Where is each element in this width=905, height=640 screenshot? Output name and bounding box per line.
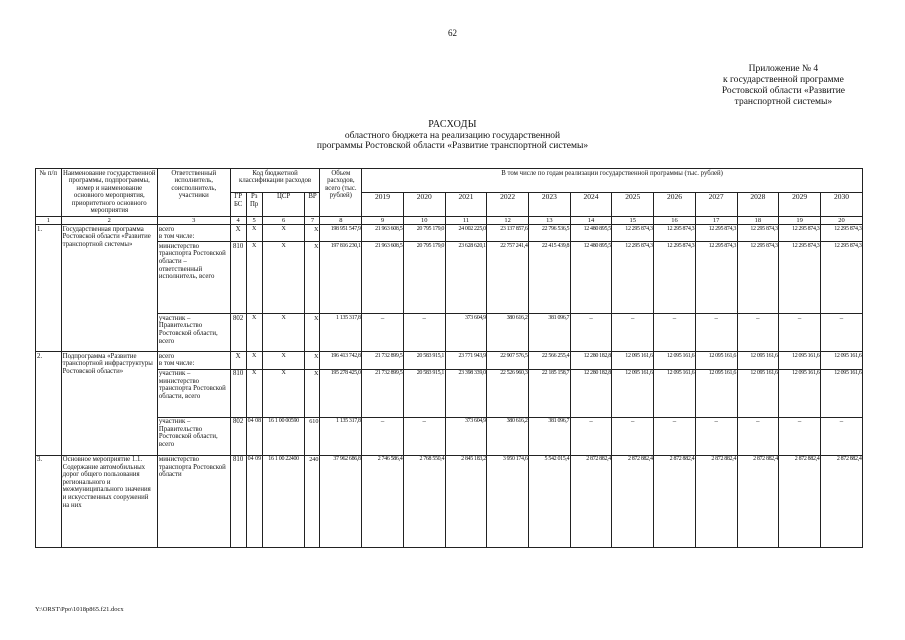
row-csr: X (262, 314, 305, 352)
column-index: 5 (246, 216, 262, 225)
row-grbs: 810 (230, 455, 246, 547)
page-number: 62 (448, 28, 457, 38)
row-responsible: участник – Правительство Ростовской области, всего (157, 314, 230, 352)
row-year-value: 12 295 874,3 (820, 242, 862, 314)
row-total: 1 135 317,8 (320, 417, 362, 455)
row-year-value: 12 295 874,3 (779, 242, 821, 314)
row-year-value: 12 095 161,6 (695, 369, 737, 417)
header-year: 2021 (445, 192, 487, 216)
row-year-value: 12 295 874,3 (695, 225, 737, 242)
row-csr: X (262, 369, 305, 417)
table-row (36, 352, 863, 369)
header-year: 2027 (695, 192, 737, 216)
column-index: 6 (262, 216, 305, 225)
row-csr: 16 1 00 00590 (262, 417, 305, 455)
row-year-value: 22 185 158,7 (529, 369, 571, 417)
row-rzpr: X (246, 242, 262, 314)
row-vr: X (305, 225, 320, 242)
row-year-value: 22 526 960,3 (487, 369, 529, 417)
header-name: Наименование государственной программы, подпрограммы, номер и наименование основного мероприятия, приоритетного основного мероприятия (63, 169, 156, 215)
row-year-value: – (570, 314, 612, 352)
row-year-value: 2 872 882,4 (570, 455, 612, 547)
row-grbs: 802 (230, 314, 246, 352)
column-index: 17 (695, 216, 737, 225)
row-year-value: 21 963 608,5 (362, 225, 404, 242)
row-year-value: 2 872 882,4 (654, 455, 696, 547)
row-year-value: 12 480 895,5 (570, 225, 612, 242)
column-index: 15 (612, 216, 654, 225)
row-year-value: 22 757 241,4 (487, 242, 529, 314)
row-year-value: 2 746 586,4 (362, 455, 404, 547)
row-year-value: 12 095 161,6 (779, 369, 821, 417)
header-year: 2019 (362, 192, 404, 216)
row-total: 37 962 686,8 (320, 455, 362, 547)
row-year-value: 22 566 255,4 (529, 352, 571, 369)
header-year: 2029 (779, 192, 821, 216)
row-csr: X (262, 242, 305, 314)
row-rzpr: 04 09 (246, 455, 262, 547)
row-year-value: – (362, 314, 404, 352)
row-year-value: – (820, 314, 862, 352)
header-vr: ВР (305, 192, 320, 216)
table-row (36, 455, 863, 547)
row-year-value: 23 137 857,6 (487, 225, 529, 242)
appendix-line: Приложение № 4 (748, 64, 819, 74)
row-year-value: 2 768 550,4 (403, 455, 445, 547)
table-row (36, 369, 863, 417)
row-rzpr: X (246, 352, 262, 369)
row-num: 3. (36, 455, 62, 547)
appendix-note (722, 64, 845, 108)
header-year: 2025 (612, 192, 654, 216)
row-year-value: 23 771 943,9 (445, 352, 487, 369)
row-total: 1 135 317,8 (320, 314, 362, 352)
header-volume: Объем расходов, всего (тыс. рублей) (320, 169, 362, 217)
row-year-value: 21 732 899,5 (362, 369, 404, 417)
column-index: 4 (230, 216, 246, 225)
appendix-line: к государственной программе (723, 75, 844, 85)
row-grbs: 810 (230, 242, 246, 314)
row-name: Государственная программа Ростовской области «Развитие транспортной системы» (61, 225, 157, 352)
row-year-value: – (779, 314, 821, 352)
row-year-value: – (612, 314, 654, 352)
row-year-value: 12 095 161,6 (820, 369, 862, 417)
row-year-value: 20 583 915,1 (403, 352, 445, 369)
row-year-value: – (403, 314, 445, 352)
row-year-value: – (779, 417, 821, 455)
row-year-value: – (737, 314, 779, 352)
row-year-value: 2 872 882,4 (820, 455, 862, 547)
column-index: 3 (157, 216, 230, 225)
document-title (0, 120, 905, 152)
row-responsible: всего в том числе: (157, 352, 230, 369)
row-year-value: 12 295 874,3 (612, 242, 654, 314)
column-index: 16 (654, 216, 696, 225)
row-vr: X (305, 242, 320, 314)
row-csr: X (262, 352, 305, 369)
row-responsible: министерство транспорта Ростовской области (157, 455, 230, 547)
row-grbs: 810 (230, 369, 246, 417)
title-main: РАСХОДЫ (428, 119, 477, 130)
row-responsible: министерство транспорта Ростовской области – ответственный исполнитель, всего (157, 242, 230, 314)
row-year-value: 21 963 608,5 (362, 242, 404, 314)
row-year-value: 12 095 161,6 (695, 352, 737, 369)
table-row (36, 314, 863, 352)
header-year: 2020 (403, 192, 445, 216)
column-index: 10 (403, 216, 445, 225)
file-path-footer: Y:\ORST\Ppo\1018p865.f21.docx (35, 606, 124, 613)
row-vr: 610 (305, 417, 320, 455)
column-index: 1 (36, 216, 62, 225)
row-year-value: – (570, 417, 612, 455)
row-year-value: 12 295 874,3 (820, 225, 862, 242)
header-by-years: В том числе по годам реализации государственной программы (тыс. рублей) (362, 169, 863, 193)
row-year-value: 2 872 882,4 (779, 455, 821, 547)
row-year-value: 2 845 183,2 (445, 455, 487, 547)
row-total: 196 413 742,8 (320, 352, 362, 369)
table-row (36, 225, 863, 242)
row-year-value: – (654, 314, 696, 352)
row-responsible: участник – министерство транспорта Ростовской области, всего (157, 369, 230, 417)
header-year: 2026 (654, 192, 696, 216)
row-vr: X (305, 369, 320, 417)
row-year-value: 2 872 882,4 (737, 455, 779, 547)
row-year-value: – (695, 314, 737, 352)
row-num: 1. (36, 225, 62, 352)
header-num: № п/п (36, 169, 62, 217)
row-year-value: – (737, 417, 779, 455)
row-year-value: – (362, 417, 404, 455)
row-year-value: – (403, 417, 445, 455)
row-year-value: 20 795 179,0 (403, 225, 445, 242)
column-index: 20 (820, 216, 862, 225)
row-year-value: 373 604,9 (445, 314, 487, 352)
column-index: 2 (61, 216, 157, 225)
row-vr: X (305, 352, 320, 369)
row-vr: X (305, 314, 320, 352)
row-total: 195 278 425,0 (320, 369, 362, 417)
header-responsible: Ответственный исполнитель, соисполнитель, участники (157, 169, 230, 217)
row-rzpr: X (246, 369, 262, 417)
row-total: 197 816 230,1 (320, 242, 362, 314)
header-year: 2024 (570, 192, 612, 216)
row-year-value: 381 096,7 (529, 314, 571, 352)
row-year-value: 12 095 161,6 (654, 369, 696, 417)
row-csr: X (262, 225, 305, 242)
row-year-value: 380 616,2 (487, 314, 529, 352)
row-year-value: – (820, 417, 862, 455)
row-year-value: 12 095 161,6 (737, 369, 779, 417)
appendix-line: Ростовской области «Развитие (721, 86, 845, 96)
row-year-value: 2 872 882,4 (695, 455, 737, 547)
table-row (36, 417, 863, 455)
expenses-table (35, 168, 863, 548)
row-name: Подпрограмма «Развитие транспортной инфраструктуры Ростовской области» (61, 352, 157, 455)
header-year: 2028 (737, 192, 779, 216)
row-responsible: участник – Правительство Ростовской области, всего (157, 417, 230, 455)
row-name: Основное мероприятие 1.1. Содержание автомобильных дорог общего пользования регионального и межмуниципального значения и искусственных сооружений на них (61, 455, 157, 547)
row-rzpr: 04 08 (246, 417, 262, 455)
row-year-value: 23 398 339,0 (445, 369, 487, 417)
row-year-value: – (612, 417, 654, 455)
row-year-value: 12 095 161,6 (612, 369, 654, 417)
row-year-value: 12 480 895,5 (570, 242, 612, 314)
row-year-value: 23 628 620,1 (445, 242, 487, 314)
title-sub2: программы Ростовской области «Развитие транспортной системы» (316, 141, 589, 151)
row-year-value: 12 295 874,3 (779, 225, 821, 242)
row-year-value: 20 795 179,0 (403, 242, 445, 314)
row-year-value: 22 907 576,5 (487, 352, 529, 369)
column-index: 13 (529, 216, 571, 225)
row-year-value: 12 295 874,3 (737, 242, 779, 314)
row-year-value: 22 415 439,8 (529, 242, 571, 314)
row-year-value: 12 295 874,3 (695, 242, 737, 314)
row-year-value: 12 095 161,6 (654, 352, 696, 369)
row-year-value: 22 796 536,5 (529, 225, 571, 242)
header-budget-code: Код бюджетной классификации расходов (230, 169, 320, 193)
row-year-value: 24 002 225,0 (445, 225, 487, 242)
row-responsible: всего в том числе: (157, 225, 230, 242)
table-row (36, 242, 863, 314)
header-rzpr: Рз Пр (246, 192, 262, 216)
row-year-value: 373 604,9 (445, 417, 487, 455)
row-year-value: – (654, 417, 696, 455)
row-year-value: 12 095 161,6 (779, 352, 821, 369)
row-rzpr: X (246, 225, 262, 242)
row-year-value: 12 295 874,3 (654, 225, 696, 242)
column-index: 8 (320, 216, 362, 225)
appendix-line: транспортной системы» (734, 97, 833, 107)
row-year-value: 12 095 161,6 (612, 352, 654, 369)
row-total: 198 951 547,9 (320, 225, 362, 242)
row-year-value: 12 295 874,3 (654, 242, 696, 314)
column-index: 19 (779, 216, 821, 225)
row-year-value: – (695, 417, 737, 455)
row-year-value: 12 295 874,3 (737, 225, 779, 242)
row-rzpr: X (246, 314, 262, 352)
row-year-value: 12 095 161,6 (737, 352, 779, 369)
title-sub1: областного бюджета на реализацию государственной (344, 130, 561, 141)
header-csr: ЦСР (262, 192, 305, 216)
row-num: 2. (36, 352, 62, 455)
row-year-value: 12 280 182,8 (570, 369, 612, 417)
header-grbs: ГР БС (230, 192, 246, 216)
header-year: 2030 (820, 192, 862, 216)
row-csr: 16 1 00 22400 (262, 455, 305, 547)
column-index: 11 (445, 216, 487, 225)
row-year-value: 12 095 161,6 (820, 352, 862, 369)
row-year-value: 380 616,2 (487, 417, 529, 455)
row-year-value: 381 096,7 (529, 417, 571, 455)
row-year-value: 5 542 015,4 (529, 455, 571, 547)
row-year-value: 20 583 915,1 (403, 369, 445, 417)
column-index: 18 (737, 216, 779, 225)
row-vr: 240 (305, 455, 320, 547)
row-year-value: 3 950 174,6 (487, 455, 529, 547)
row-grbs: X (230, 225, 246, 242)
column-index: 9 (362, 216, 404, 225)
row-year-value: 12 295 874,3 (612, 225, 654, 242)
row-year-value: 21 732 899,5 (362, 352, 404, 369)
column-index: 7 (305, 216, 320, 225)
row-year-value: 12 280 182,8 (570, 352, 612, 369)
header-year: 2023 (529, 192, 571, 216)
column-index: 14 (570, 216, 612, 225)
column-index: 12 (487, 216, 529, 225)
row-year-value: 2 872 882,4 (612, 455, 654, 547)
row-grbs: X (230, 352, 246, 369)
header-year: 2022 (487, 192, 529, 216)
row-grbs: 802 (230, 417, 246, 455)
